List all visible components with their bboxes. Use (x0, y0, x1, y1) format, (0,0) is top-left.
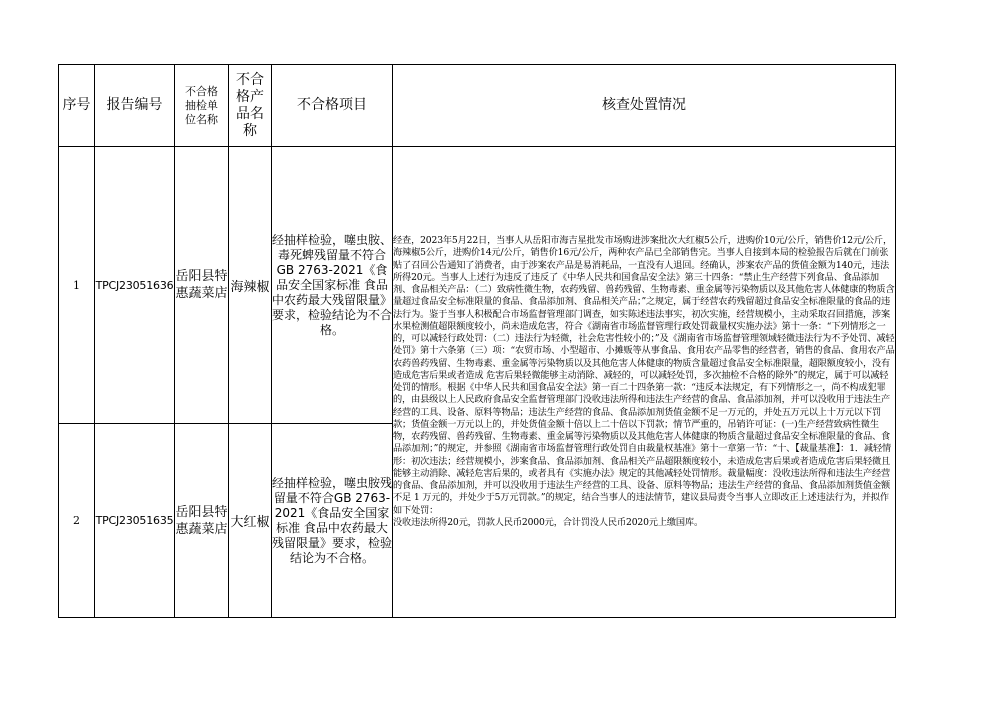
row-1-product: 海辣椒 (229, 147, 272, 424)
row-1-unit: 岳阳县特惠蔬菜店 (175, 147, 229, 424)
row-1-item: 经抽样检验，噻虫胺、毒死蜱残留量不符合GB 2763-2021《食品安全国家标准 食品中农药最大残留限量》要求，检验结论为不合格。 (272, 147, 393, 424)
row-1-report-no: TPCJ23051636 (95, 147, 175, 424)
inspection-table (58, 64, 896, 618)
header-seq: 序号 (59, 65, 95, 147)
header-unit: 不合格抽检单位名称 (175, 65, 229, 147)
table-row (59, 147, 896, 424)
header-report-no: 报告编号 (95, 65, 175, 147)
header-handling: 核查处置情况 (393, 65, 896, 147)
handling-paragraph-2: 没收违法所得20元，罚款人民币2000元，合计罚没人民币2020元上缴国库。 (393, 516, 704, 528)
handling-paragraph-1: 经查，2023年5月22日，当事人从岳阳市海吉星批发市场购进涉案批次大红椒5公斤，进购价10元/公斤，销售价12元/公斤，海辣椒5公斤，进购价14元/公斤，销售价16元/公斤，两种农产品已全部销售完。当事人自接到本局的检验报告后就在门前张贴了召回公告通知了消费者，由于涉案农产品是易消耗品，一直没有人退回。经确认，涉案农产品的货值金额为140元，违法所得20元。当事人上述行为违反了违反了《中华人民共和国食品安全法》第三十四条：“禁止生产经营下列食品、食品添加剂、食品相关产品：（二）致病性微生物，农药残留、兽药残留、生物毒素、重金属等污染物质以及其他危害人体健康的物质含量超过食品安全标准限量的食品、食品添加剂、食品相关产品；”之规定，属于经营农药残留超过食品安全标准限量的食品的违法行为。鉴于当事人积极配合市场监督管理部门调查，如实陈述违法事实，初次实施，经营规模小，主动采取召回措施，涉案水果检测值超限额度较小，尚未造成危害，符合《湖南省市场监督管理行政处罚裁量权实施办法》第十一条：“下列情形之一的，可以减轻行政处罚：（二）违法行为轻微，社会危害性较小的；”及《湖南省市场监督管理领域轻微违法行为不予处罚、减轻处罚》第十六条第（三）项：“农贸市场、小型超市、小摊贩等从事食品、食用农产品零售的经营者，销售的食品、食用农产品农药兽药残留、生物毒素、重金属等污染物质以及其他危害人体健康的物质含量超过食品安全标准限量，超限额度较小，没有造成危害后果或者造成 危害后果轻微能够主动消除、减轻的，可以减轻处罚，多次抽检不合格的除外”的规定，属于可以减轻处罚的情形。根据《中华人民共和国食品安全法》第一百二十四条第一款：“违反本法规定，有下列情形之一，尚不构成犯罪的，由县级以上人民政府食品安全监督管理部门没收违法所得和违法生产经营的食品、食品添加剂，并可以没收用于违法生产经营的工具、设备、原料等物品；违法生产经营的食品、食品添加剂货值金额不足一万元的，并处五万元以上十万元以下罚款；货值金额一万元以上的，并处货值金额十倍以上二十倍以下罚款；情节严重的，吊销许可证：(一)生产经营致病性微生物，农药残留、兽药残留、生物毒素、重金属等污染物质以及其他危害人体健康的物质含量超过食品安全标准限量的食品、食品添加剂；”的规定，并参照《湖南省市场监督管理行政处罚自由裁量权基准》第十一章第一节：“十、【裁量基准】：1．减轻情形：初次违法；经营规模小，涉案食品、食品添加剂、食品相关产品超限额度较小，未造成危害后果或者造成危害后果轻微且能够主动消除、减轻危害后果的，或者具有《实施办法》规定的其他减轻处罚情形。裁量幅度：没收违法所得和违法生产经营的食品、食品添加剂，并可以没收用于违法生产经营的工具、设备、原料等物品；违法生产经营的食品、食品添加剂货值金额不足 1 万元的，并处少于5万元罚款。”的规定，结合当事人的违法情节，建议县局责令当事人立即改正上述违法行为，并拟作如下处罚： (393, 235, 895, 516)
row-2-unit: 岳阳县特惠蔬菜店 (175, 424, 229, 618)
handling-cell (393, 147, 896, 618)
row-2-seq: 2 (59, 424, 95, 618)
row-2-item: 经抽样检验，噻虫胺残留量不符合GB 2763-2021《食品安全国家标准 食品中农药最大残留限量》要求，检验结论为不合格。 (272, 424, 393, 618)
header-product: 不合格产品名称 (229, 65, 272, 147)
row-1-seq: 1 (59, 147, 95, 424)
header-row (59, 65, 896, 147)
row-2-report-no: TPCJ23051635 (95, 424, 175, 618)
header-item: 不合格项目 (272, 65, 393, 147)
row-2-product: 大红椒 (229, 424, 272, 618)
